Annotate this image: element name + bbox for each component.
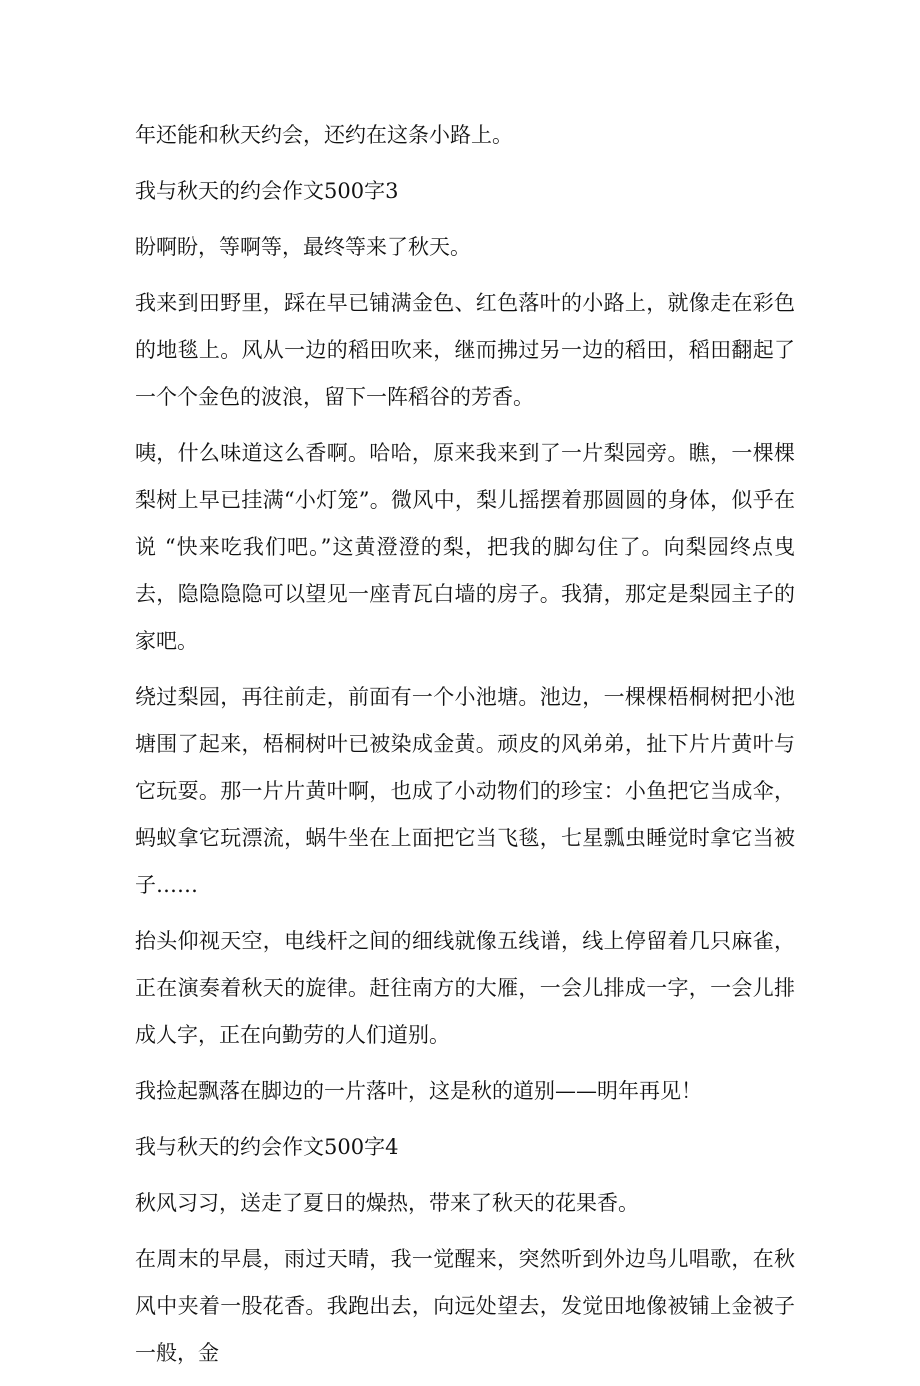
paragraph: 抬头仰视天空，电线杆之间的细线就像五线谱，线上停留着几只麻雀，正在演奏着秋天的旋律。赶往南方的大雁，一会儿排成一字，一会儿排成人字，正在向勤劳的人们道别。 (135, 929, 795, 1047)
paragraph: 我捡起飘落在脚边的一片落叶，这是秋的道别——明年再见！ (135, 1079, 702, 1103)
paragraph-continuation: 年还能和秋天约会，还约在这条小路上。 (135, 123, 513, 147)
paragraph: 我来到田野里，踩在早已铺满金色、红色落叶的小路上，就像走在彩色的地毯上。风从一边的稻田吹来，继而拂过另一边的稻田，稻田翻起了一个个金色的波浪，留下一阵稻谷的芳香。 (135, 291, 795, 409)
paragraph: 绕过梨园，再往前走，前面有一个小池塘。池边，一棵棵梧桐树把小池塘围了起来，梧桐树叶已被染成金黄。顽皮的风弟弟，扯下片片黄叶与它玩耍。那一片片黄叶啊，也成了小动物们的珍宝：小鱼把它当成伞，蚂蚁拿它玩漂流，蜗牛坐在上面把它当飞毯，七星瓢虫睡觉时拿它当被子…… (135, 685, 795, 897)
paragraph: 咦，什么味道这么香啊。哈哈，原来我来到了一片梨园旁。瞧，一棵棵梨树上早已挂满“小灯笼”。微风中，梨儿摇摆着那圆圆的身体，似乎在说 “快来吃我们吧。”这黄澄澄的梨，把我的脚勾住了。向梨园终点曳去，隐隐隐隐可以望见一座青瓦白墙的房子。我猜，那定是梨园主子的家吧。 (135, 441, 795, 653)
essay-heading-3: 我与秋天的约会作文500字3 (135, 179, 399, 203)
paragraph: 秋风习习，送走了夏日的燥热，带来了秋天的花果香。 (135, 1191, 639, 1215)
paragraph: 盼啊盼，等啊等，最终等来了秋天。 (135, 235, 471, 259)
paragraph: 在周末的早晨，雨过天晴，我一觉醒来，突然听到外边鸟儿唱歌，在秋风中夹着一股花香。我跑出去，向远处望去，发觉田地像被铺上金被子一般，金 (135, 1247, 795, 1365)
document-body (135, 112, 795, 1386)
essay-heading-4: 我与秋天的约会作文500字4 (135, 1135, 399, 1159)
